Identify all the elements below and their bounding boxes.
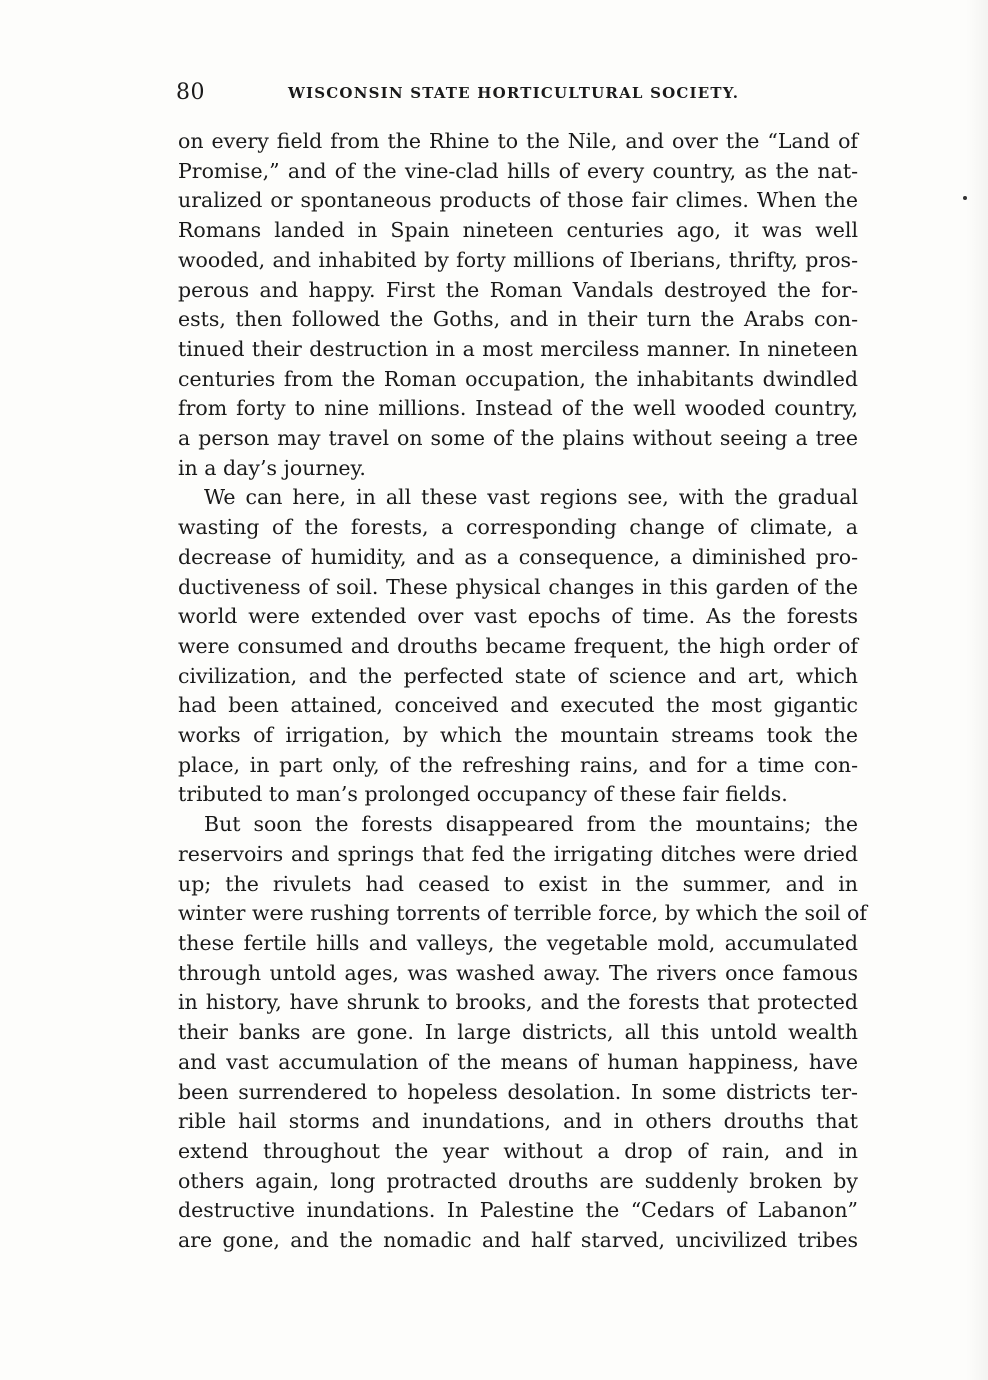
text-line: on every field from the Rhine to the Nile, and over the “Land of	[178, 129, 858, 153]
text-line: up; the rivulets had ceased to exist in the summer, and in	[178, 871, 858, 896]
paragraph	[178, 483, 858, 810]
text-line: tributed to man’s prolonged occupancy of these fair fields.	[178, 782, 788, 807]
text-line: rible hail storms and inundations, and in others drouths that	[178, 1109, 858, 1134]
text-line: a person may travel on some of the plains without seeing a tree	[178, 426, 858, 451]
text-line: wasting of the forests, a corresponding change of climate, a	[178, 515, 858, 540]
text-line: in a day’s journey.	[178, 455, 366, 480]
text-line: Promise,” and of the vine-clad hills of every country, as the nat-	[178, 158, 858, 183]
text-line: civilization, and the perfected state of science and art, which	[178, 663, 858, 688]
text-line: had been attained, conceived and executed the most gigantic	[178, 693, 858, 718]
text-line: ductiveness of soil. These physical changes in this garden of the	[178, 574, 858, 599]
text-line: extend throughout the year without a drop of rain, and in	[178, 1138, 858, 1163]
text-line: winter were rushing torrents of terrible force, by which the soil of	[178, 901, 867, 926]
text-line: uralized or spontaneous products of those fair climes. When the	[178, 188, 858, 213]
text-line: works of irrigation, by which the mountain streams took the	[178, 723, 858, 748]
text-line: and vast accumulation of the means of human happiness, have	[178, 1049, 858, 1074]
text-line: their banks are gone. In large districts, all this untold wealth	[178, 1020, 858, 1045]
text-line: in history, have shrunk to brooks, and the forests that protected	[178, 990, 858, 1015]
page-number: 80	[176, 80, 205, 105]
text-line: destructive inundations. In Palestine the “Cedars of Labanon”	[178, 1198, 858, 1223]
text-line: from forty to nine millions. Instead of the well wooded country,	[178, 396, 858, 421]
text-line: others again, long protracted drouths are suddenly broken by	[178, 1168, 858, 1193]
text-line: reservoirs and springs that fed the irrigating ditches were dried	[178, 841, 858, 866]
page-edge-shadow	[966, 0, 988, 1380]
paragraph	[178, 810, 867, 1256]
text-line: centuries from the Roman occupation, the inhabitants dwindled	[178, 366, 858, 391]
page-header	[176, 80, 856, 110]
paragraph	[178, 127, 858, 483]
text-line: ests, then followed the Goths, and in their turn the Arabs con-	[178, 307, 858, 332]
text-line: are gone, and the nomadic and half starved, uncivilized tribes	[178, 1228, 858, 1253]
text-line: We can here, in all these vast regions see, with the gradual	[204, 485, 858, 510]
text-line: decrease of humidity, and as a consequence, a diminished pro-	[178, 544, 858, 569]
body-text	[178, 127, 867, 1256]
text-line: perous and happy. First the Roman Vandals destroyed the for-	[178, 277, 858, 302]
text-line: world were extended over vast epochs of time. As the forests	[178, 604, 858, 629]
text-line: tinued their destruction in a most merciless manner. In nineteen	[178, 336, 858, 361]
text-line: been surrendered to hopeless desolation. In some districts ter-	[178, 1079, 858, 1104]
text-line: But soon the forests disappeared from the mountains; the	[204, 812, 858, 837]
text-line: were consumed and drouths became frequent, the high order of	[178, 633, 858, 658]
text-line: wooded, and inhabited by forty millions of Iberians, thrifty, pros-	[178, 247, 858, 272]
text-line: Romans landed in Spain nineteen centuries ago, it was well	[178, 218, 858, 243]
running-title: WISCONSIN STATE HORTICULTURAL SOCIETY.	[288, 84, 740, 102]
text-line: place, in part only, of the refreshing rains, and for a time con-	[178, 752, 858, 777]
text-line: these fertile hills and valleys, the vegetable mold, accumulated	[178, 930, 858, 955]
text-line: through untold ages, was washed away. The rivers once famous	[178, 960, 858, 985]
